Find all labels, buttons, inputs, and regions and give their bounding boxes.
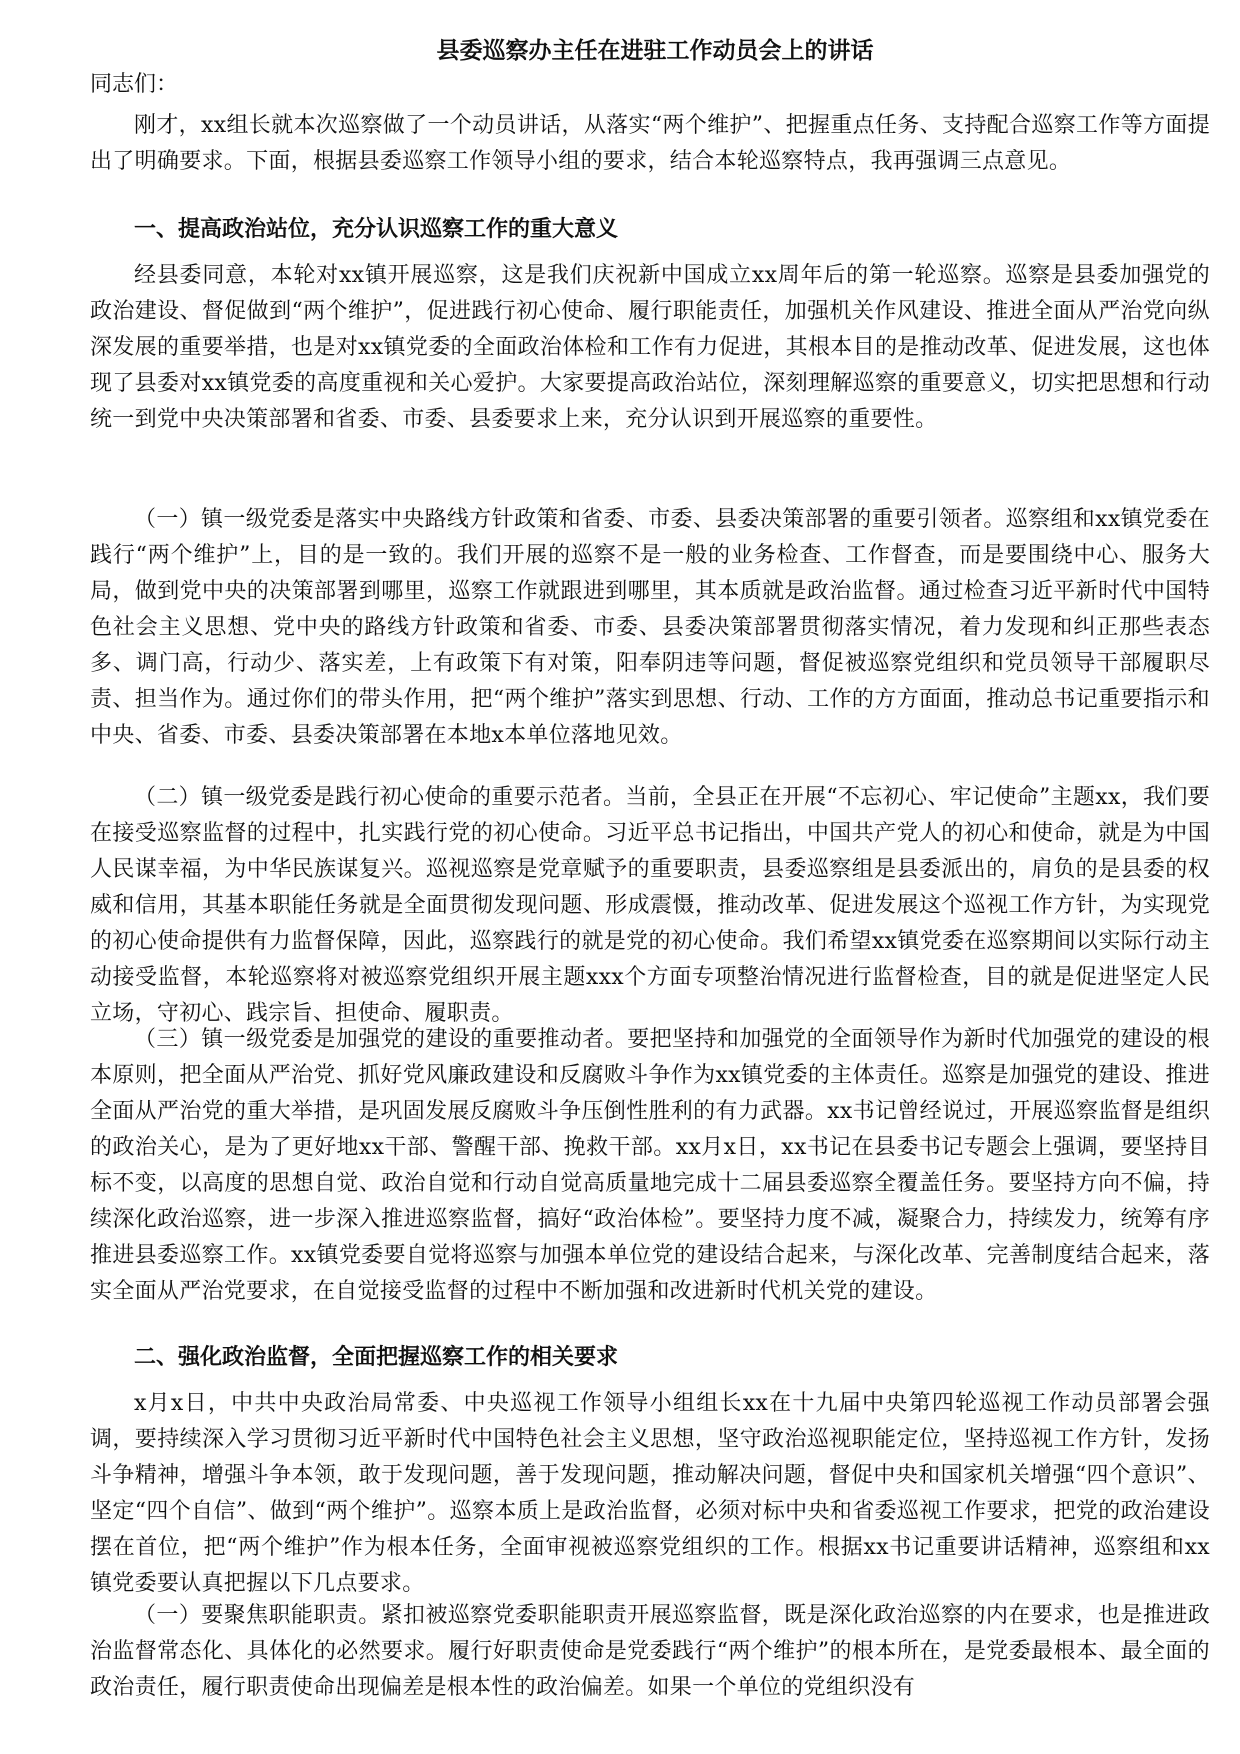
section-heading-2: 二、强化政治监督，全面把握巡察工作的相关要求 xyxy=(134,1344,619,1370)
paragraph-point-3: （三）镇一级党委是加强党的建设的重要推动者。要把坚持和加强党的全面领导作为新时代加强党的建设的根本原则，把全面从严治党、抓好党风廉政建设和反腐败斗争作为xx镇党委的主体责任。巡察是加强党的建设、推进全面从严治党的重大举措，是巩固发展反腐败斗争压倒性胜利的有力武器。xx书记曾经说过，开展巡察监督是组织的政治关心，是为了更好地xx干部、警醒干部、挽救干部。xx月x日，xx书记在县委书记专题会上强调，要坚持目标不变，以高度的思想自觉、政治自觉和行动自觉高质量地完成十二届县委巡察全覆盖任务。要坚持方向不偏，持续深化政治巡察，进一步深入推进巡察监督，搞好“政治体检”。要坚持力度不减，凝聚合力，持续发力，统筹有序推进县委巡察工作。xx镇党委要自觉将巡察与加强本单位党的建设结合起来，与深化改革、完善制度结合起来，落实全面从严治党要求，在自觉接受监督的过程中不断加强和改进新时代机关党的建设。 xyxy=(90,1027,1210,1304)
paragraph-intro: 刚才，xx组长就本次巡察做了一个动员讲话，从落实“两个维护”、把握重点任务、支持配合巡察工作等方面提出了明确要求。下面，根据县委巡察工作领导小组的要求，结合本轮巡察特点，我再强调三点意见。 xyxy=(90,113,1210,174)
paragraph-section2-intro: x月x日，中共中央政治局常委、中央巡视工作领导小组组长xx在十九届中央第四轮巡视工作动员部署会强调，要持续深入学习贯彻习近平新时代中国特色社会主义思想，坚守政治巡视职能定位，坚持巡视工作方针，发扬斗争精神，增强斗争本领，敢于发现问题，善于发现问题，推动解决问题，督促中央和国家机关增强“四个意识”、坚定“四个自信”、做到“两个维护”。巡察本质上是政治监督，必须对标中央和省委巡视工作要求，把党的政治建设摆在首位，把“两个维护”作为根本任务，全面审视被巡察党组织的工作。根据xx书记重要讲话精神，巡察组和xx镇党委要认真把握以下几点要求。 xyxy=(90,1391,1210,1596)
greeting: 同志们： xyxy=(90,72,179,97)
paragraph-point-2: （二）镇一级党委是践行初心使命的重要示范者。当前，全县正在开展“不忘初心、牢记使命”主题xx，我们要在接受巡察监督的过程中，扎实践行党的初心使命。习近平总书记指出，中国共产党人的初心和使命，就是为中国人民谋幸福，为中华民族谋复兴。巡视巡察是党章赋予的重要职责，县委巡察组是县委派出的，肩负的是县委的权威和信用，其基本职能任务就是全面贯彻发现问题、形成震慑，推动改革、促进发展这个巡视工作方针，为实现党的初心使命提供有力监督保障，因此，巡察践行的就是党的初心使命。我们希望xx镇党委在巡察期间以实际行动主动接受监督，本轮巡察将对被巡察党组织开展主题xxx个方面专项整治情况进行监督检查，目的就是促进坚定人民立场，守初心、践宗旨、担使命、履职责。 xyxy=(90,785,1210,1026)
paragraph-section2-point-1: （一）要聚焦职能职责。紧扣被巡察党委职能职责开展巡察监督，既是深化政治巡察的内在要求，也是推进政治监督常态化、具体化的必然要求。履行好职责使命是党委践行“两个维护”的根本所在，是党委最根本、最全面的政治责任，履行职责使命出现偏差是根本性的政治偏差。如果一个单位的党组织没有 xyxy=(90,1603,1210,1700)
paragraph-point-1: （一）镇一级党委是落实中央路线方针政策和省委、市委、县委决策部署的重要引领者。巡察组和xx镇党委在践行“两个维护”上，目的是一致的。我们开展的巡察不是一般的业务检查、工作督查，而是要围绕中心、服务大局，做到党中央的决策部署到哪里，巡察工作就跟进到哪里，其本质就是政治监督。通过检查习近平新时代中国特色社会主义思想、党中央的路线方针政策和省委、市委、县委决策部署贯彻落实情况，着力发现和纠正那些表态多、调门高，行动少、落实差，上有政策下有对策，阳奉阴违等问题，督促被巡察党组织和党员领导干部履职尽责、担当作为。通过你们的带头作用，把“两个维护”落实到思想、行动、工作的方方面面，推动总书记重要指示和中央、省委、市委、县委决策部署在本地x本单位落地见效。 xyxy=(90,507,1210,748)
document-title: 县委巡察办主任在进驻工作动员会上的讲话 xyxy=(436,37,874,64)
paragraph-section1-intro: 经县委同意，本轮对xx镇开展巡察，这是我们庆祝新中国成立xx周年后的第一轮巡察。巡察是县委加强党的政治建设、督促做到“两个维护”，促进践行初心使命、履行职能责任，加强机关作风建设、推进全面从严治党向纵深发展的重要举措，也是对xx镇党委的全面政治体检和工作有力促进，其根本目的是推动改革、促进发展，这也体现了县委对xx镇党委的高度重视和关心爱护。大家要提高政治站位，深刻理解巡察的重要意义，切实把思想和行动统一到党中央决策部署和省委、市委、县委要求上来，充分认识到开展巡察的重要性。 xyxy=(90,263,1210,432)
section-heading-1: 一、提高政治站位，充分认识巡察工作的重大意义 xyxy=(134,216,619,242)
